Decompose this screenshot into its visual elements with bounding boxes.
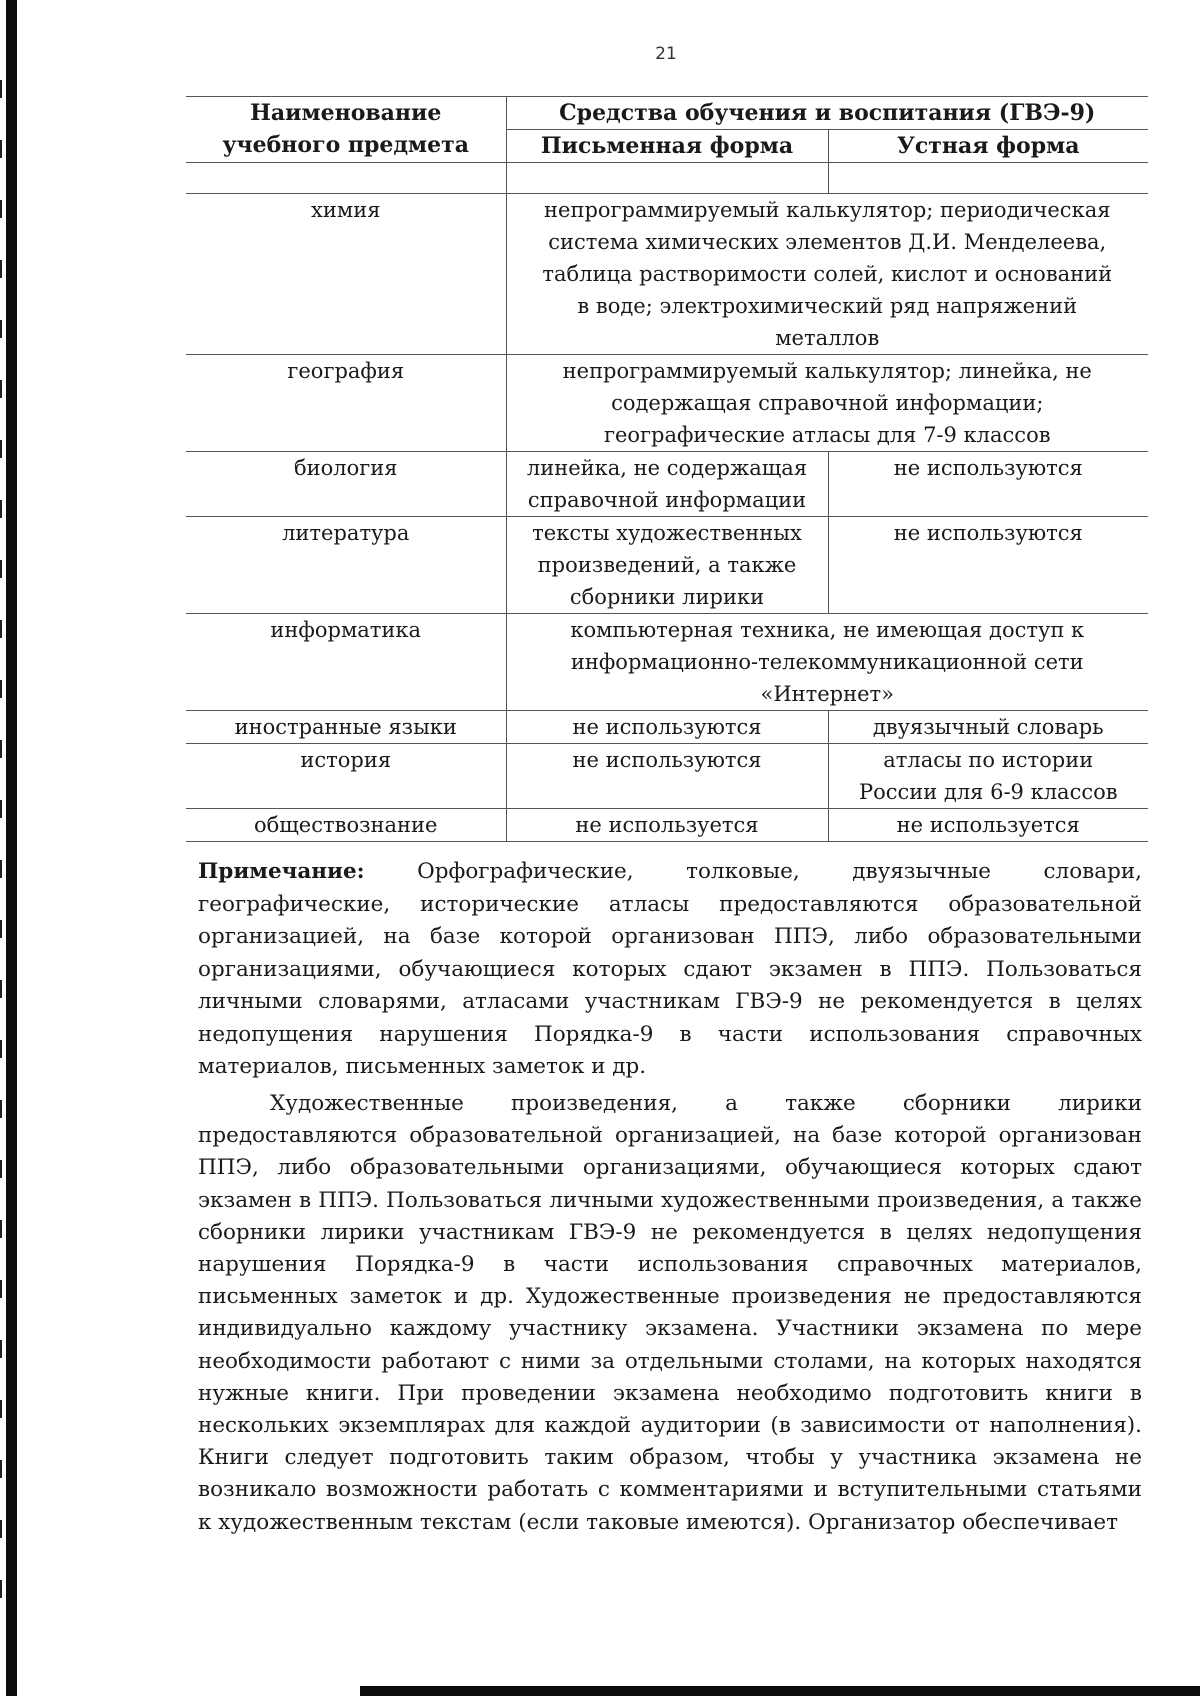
header-aids-group: Средства обучения и воспитания (ГВЭ-9): [506, 97, 1148, 130]
scan-border-left-marks: [0, 80, 2, 1640]
header-written-form: Письменная форма: [506, 130, 828, 163]
body-paragraph: Художественные произведения, а также сборники лирики предоставляются образовательной организацией, на базе которой организован ППЭ, либо образовательными организациями, обучающиеся которых сдают экзамен в ППЭ. Пользоваться личными художественными произведения, а также сборники лирики участникам ГВЭ-9 не рекомендуется в целях недопущения нарушения Порядка-9 в части использования справочных материалов, письменных заметок и др. Художественные произведения не предоставляются индивидуально каждому участнику экзамена. Участники экзамена по мере необходимости работают с ними за отдельными столами, на которых находятся нужные книги. При проведении экзамена необходимо подготовить книги в нескольких экземплярах для каждой аудитории (в зависимости от наполнения). Книги следует подготовить таким образом, чтобы у участника экзамена не возникало возможности работать с комментариями и вступительными статьями к художественным текстам (если таковые имеются). Организатор обеспечивает: [198, 1091, 1142, 1535]
subject-cell: информатика: [186, 614, 506, 711]
subject-cell: иностранные языки: [186, 711, 506, 744]
table-spacer-row: [186, 163, 1148, 194]
subject-cell: литература: [186, 517, 506, 614]
aids-cell-oral: двуязычный словарь: [828, 711, 1148, 744]
aids-cell-merged: непрограммируемый калькулятор; линейка, не содержащая справочной информации; географические атласы для 7-9 классов: [506, 355, 1148, 452]
subject-cell: обществознание: [186, 809, 506, 842]
note-text: Орфографические, толковые, двуязычные словари, географические, исторические атласы предоставляются образовательной организацией, на базе которой организован ППЭ, либо образовательными организациями, обучающиеся которых сдают экзамен в ППЭ. Пользоваться личными словарями, атласами участникам ГВЭ-9 не рекомендуется в целях недопущения нарушения Порядка-9 в части использования справочных материалов, письменных заметок и др.: [198, 859, 1142, 1079]
header-subject: Наименование учебного предмета: [186, 97, 506, 163]
aids-cell-merged: компьютерная техника, не имеющая доступ к информационно-телекоммуникационной сети «Интернет»: [506, 614, 1148, 711]
aids-cell-written: тексты художественных произведений, а также сборники лирики: [506, 517, 828, 614]
aids-cell-oral: не используется: [828, 809, 1148, 842]
subject-cell: биология: [186, 452, 506, 517]
note-paragraph: [198, 856, 1142, 1084]
table-row: [186, 744, 1148, 809]
subject-cell: география: [186, 355, 506, 452]
header-oral-form: Устная форма: [828, 130, 1148, 163]
table-row: [186, 194, 1148, 355]
aids-cell-merged: непрограммируемый калькулятор; периодическая система химических элементов Д.И. Менделеева, таблица растворимости солей, кислот и оснований в воде; электрохимический ряд напряжений металлов: [506, 194, 1148, 355]
exam-aids-table: [186, 96, 1148, 842]
table-row: [186, 711, 1148, 744]
subject-cell: история: [186, 744, 506, 809]
note-label: Примечание:: [198, 859, 365, 884]
aids-cell-oral: не используются: [828, 517, 1148, 614]
aids-cell-written: не используются: [506, 711, 828, 744]
aids-cell-oral: атласы по истории России для 6-9 классов: [828, 744, 1148, 809]
scan-border-bottom: [360, 1686, 1200, 1696]
table-row: [186, 355, 1148, 452]
aids-cell-written: не используется: [506, 809, 828, 842]
aids-cell-written: линейка, не содержащая справочной информации: [506, 452, 828, 517]
table-row: [186, 809, 1148, 842]
table-row: [186, 614, 1148, 711]
page-number: 21: [655, 44, 677, 64]
table-row: [186, 517, 1148, 614]
aids-cell-written: не используются: [506, 744, 828, 809]
subject-cell: химия: [186, 194, 506, 355]
aids-cell-oral: не используются: [828, 452, 1148, 517]
scan-border-left: [6, 0, 17, 1696]
table-row: [186, 452, 1148, 517]
